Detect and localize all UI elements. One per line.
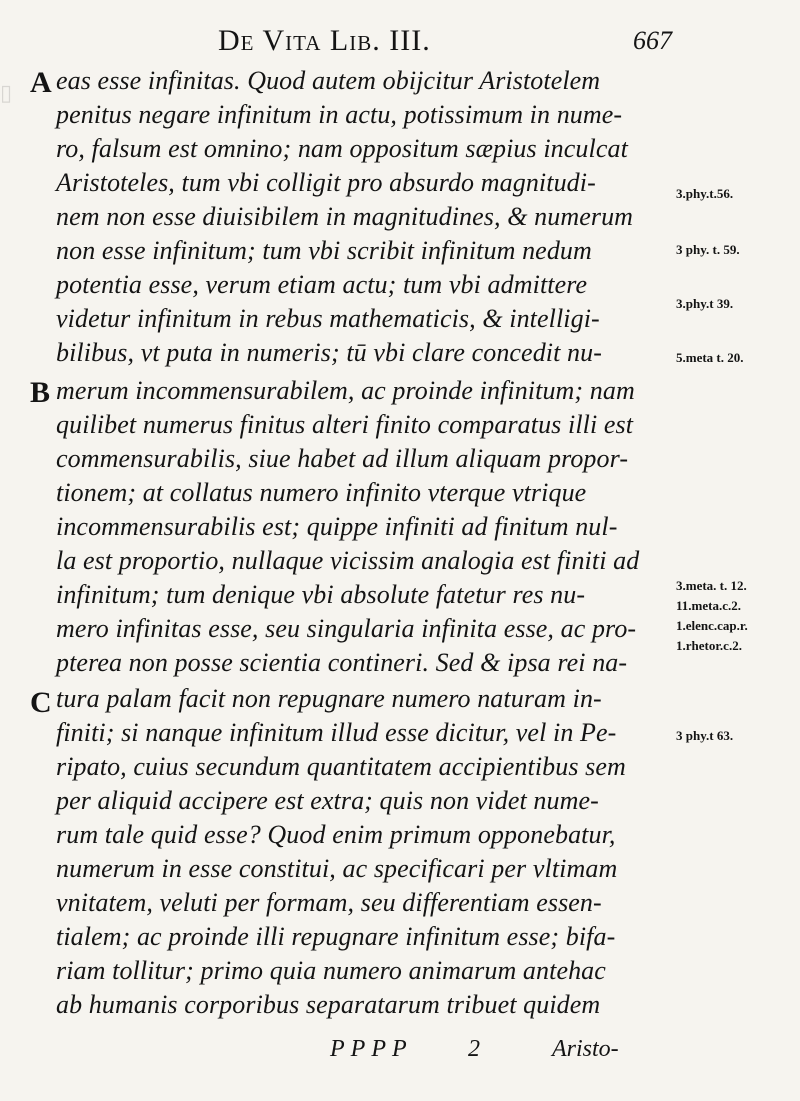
margin-note: 3.meta. t. 12. — [676, 578, 747, 593]
text-line: rum tale quid esse? Quod enim primum opponebatur, — [56, 820, 616, 849]
text-line: ro, falsum est omnino; nam oppositum sæpius inculcat — [56, 134, 628, 163]
text-line: nem non esse diuisibilem in magnitudines, & numerum — [56, 202, 634, 231]
margin-note: 1.rhetor.c.2. — [676, 638, 742, 653]
text-line: mero infinitas esse, seu singularia infinita esse, ac pro- — [56, 614, 637, 643]
text-line: non esse infinitum; tum vbi scribit infinitum nedum — [56, 236, 592, 265]
text-line: quilibet numerus finitus alteri finito comparatus illi est — [56, 410, 634, 439]
text-line: commensurabilis, siue habet ad illum aliquam propor- — [56, 444, 629, 473]
margin-note: 5.meta t. 20. — [676, 350, 744, 365]
text-line: videtur infinitum in rebus mathematicis, & intelligi- — [56, 304, 600, 333]
signature-number: 2 — [468, 1036, 480, 1062]
running-header — [200, 22, 680, 62]
text-line: ripato, cuius secundum quantitatem accipientibus sem — [56, 752, 626, 781]
catchline — [330, 1036, 670, 1068]
margin-note: 3 phy. t. 59. — [676, 242, 740, 257]
text-line: tura palam facit non repugnare numero naturam in- — [56, 684, 602, 713]
text-line: vnitatem, veluti per formam, seu differentiam essen- — [56, 888, 602, 917]
margin-note: 11.meta.c.2. — [676, 598, 741, 613]
text-line: per aliquid accipere est extra; quis non videt nume- — [56, 786, 599, 815]
text-line: bilibus, vt puta in numeris; tū vbi clare concedit nu- — [56, 338, 603, 367]
margin-note: 1.elenc.cap.r. — [676, 618, 748, 633]
text-line: ab humanis corporibus separatarum tribuet quidem — [56, 990, 601, 1019]
text-line: finiti; si nanque infinitum illud esse dicitur, vel in Pe- — [56, 718, 617, 747]
margin-note: 3 phy.t 63. — [676, 728, 734, 743]
text-line: tionem; at collatus numero infinito vterque vtrique — [56, 478, 587, 507]
text-line: infinitum; tum denique vbi absolute fatetur res nu- — [56, 580, 586, 609]
section-marker-b: B — [30, 376, 51, 409]
text-line: potentia esse, verum etiam actu; tum vbi admittere — [56, 270, 588, 299]
text-line: numerum in esse constitui, ac specificari per vltimam — [56, 854, 618, 883]
text-line: riam tollitur; primo quia numero animarum antehac — [56, 956, 606, 985]
signature-mark: PPPP — [330, 1036, 413, 1062]
text-line: merum incommensurabilem, ac proinde infinitum; nam — [56, 376, 635, 405]
text-line: eas esse infinitas. Quod autem obijcitur Aristotelem — [56, 66, 601, 95]
bleed-through: ▯ — [0, 80, 13, 105]
margin-note: 3.phy.t 39. — [676, 296, 734, 311]
catchword: Aristo- — [552, 1036, 619, 1062]
running-title: De Vita Lib. III. — [218, 24, 431, 57]
page-number: 667 — [633, 26, 672, 55]
text-line: pterea non posse scientia contineri. Sed & ipsa rei na- — [56, 648, 628, 677]
text-line: incommensurabilis est; quippe infiniti ad finitum nul- — [56, 512, 618, 541]
section-marker-c: C — [30, 686, 52, 719]
text-line: tialem; ac proinde illi repugnare infinitum esse; bifa- — [56, 922, 616, 951]
section-marker-a: A — [30, 66, 52, 99]
text-line: Aristoteles, tum vbi colligit pro absurdo magnitudi- — [56, 168, 596, 197]
text-line: penitus negare infinitum in actu, potissimum in nume- — [56, 100, 623, 129]
text-line: la est proportio, nullaque vicissim analogia est finiti ad — [56, 546, 640, 575]
margin-note: 3.phy.t.56. — [676, 186, 734, 201]
margin-notes — [676, 0, 800, 1101]
